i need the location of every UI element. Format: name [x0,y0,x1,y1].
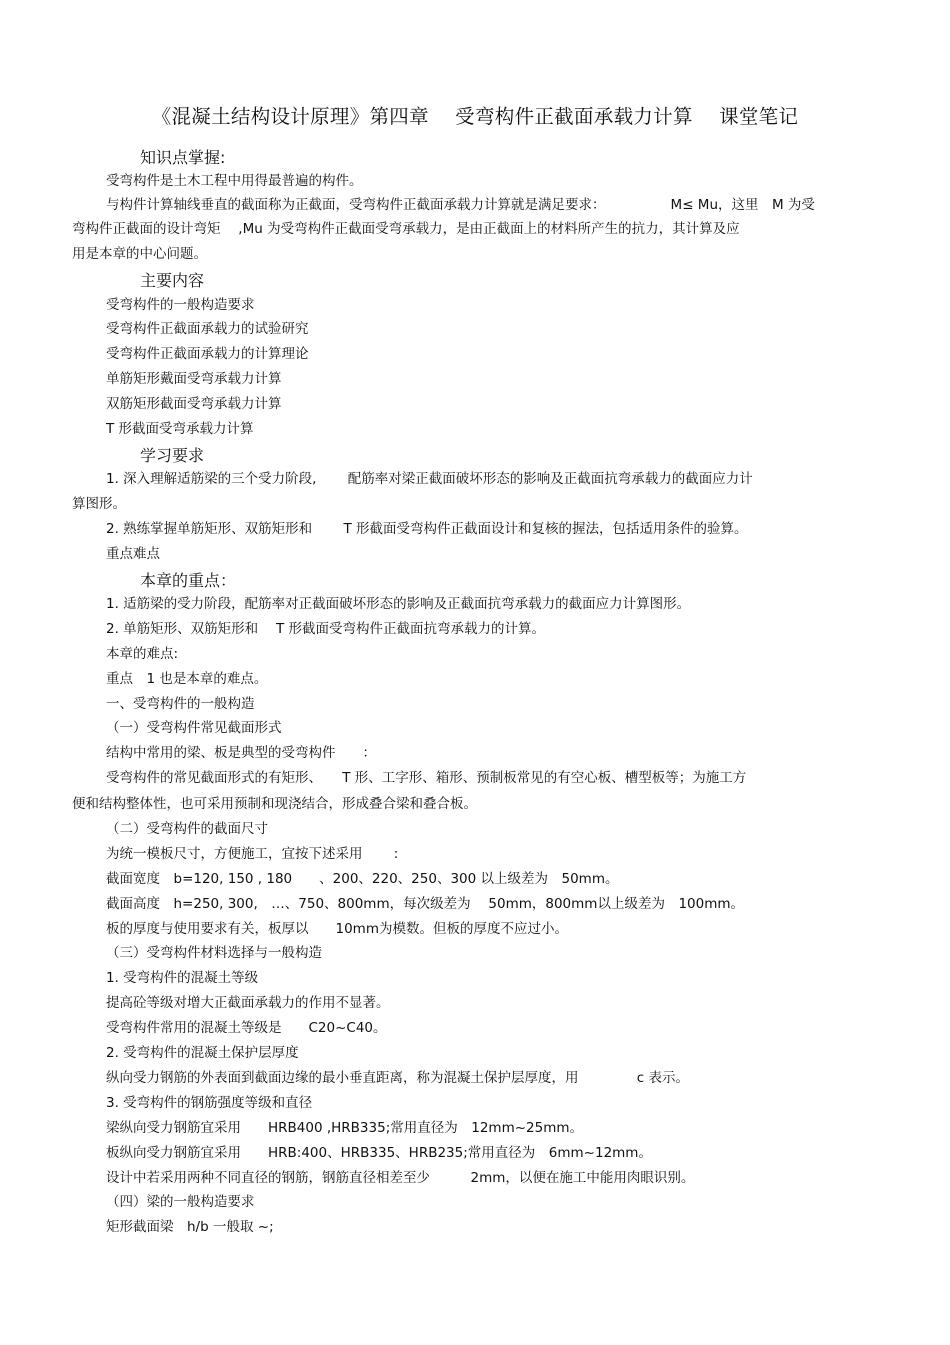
list-item: 单筋矩形戴面受弯承载力计算 [106,371,282,387]
text-line: 设计中若采用两种不同直径的钢筋，钢筋直径相差至少 2mm，以便在施工中能用肉眼识别。 [106,1170,695,1186]
text-line: 2. 受弯构件的混凝土保护层厚度 [106,1045,299,1061]
subsection-heading: （四）梁的一般构造要求 [106,1194,255,1210]
list-item: 双筋矩形截面受弯承载力计算 [106,396,282,412]
heading-learning-requirements: 学习要求 [140,446,205,465]
subsection-heading: （三）受弯构件材料选择与一般构造 [106,945,322,961]
text-line: 与构件计算轴线垂直的截面称为正截面，受弯构件正截面承载力计算就是满足要求： M≤ Mu，这里 M 为受 [106,197,815,213]
text-line: 受弯构件常用的混凝土等级是 C20~C40。 [106,1020,387,1036]
text-line: 1. 受弯构件的混凝土等级 [106,970,259,986]
text-line: 用是本章的中心问题。 [72,246,207,262]
list-item: 受弯构件的一般构造要求 [106,297,255,313]
heading-key-points: 本章的重点： [140,571,237,590]
text-line: 2. 单筋矩形、双筋矩形和 T 形截面受弯构件正截面抗弯承载力的计算。 [106,621,545,637]
text-line: 弯构件正截面的设计弯矩 ,Mu 为受弯构件正截面受弯承载力，是由正截面上的材料所产生的抗力，其计算及应 [72,221,740,237]
section-heading: 一、受弯构件的一般构造 [106,696,255,712]
page-title: 《混凝土结构设计原理》第四章 受弯构件正截面承载力计算 课堂笔记 [151,105,799,128]
text-line: 受弯构件是土木工程中用得最普遍的构件。 [106,173,363,189]
text-line: 截面高度 h=250, 300, …、750、800mm，每次级差为 50mm，800mm以上级差为 100mm。 [106,896,745,912]
list-item: 受弯构件正截面承载力的试验研究 [106,321,309,337]
text-line: 3. 受弯构件的钢筋强度等级和直径 [106,1095,313,1111]
text-line: 梁纵向受力钢筋宜采用 HRB400 ,HRB335;常用直径为 12mm~25mm。 [106,1120,584,1136]
text-line: 本章的难点: [106,646,179,662]
text-line: 为统一模板尺寸，方便施工，宜按下述采用 : [106,846,399,862]
text-line: 重点难点 [106,546,160,562]
subsection-heading: （一）受弯构件常见截面形式 [106,720,282,736]
text-line: 受弯构件的常见截面形式的有矩形、 T 形、工字形、箱形、预制板常见的有空心板、槽型板等；为施工方 [106,770,747,786]
text-line: 板纵向受力钢筋宜采用 HRB:400、HRB335、HRB235;常用直径为 6mm~12mm。 [106,1145,652,1161]
text-line: 矩形截面梁 h/b 一般取 ~; [106,1219,274,1235]
heading-main-content: 主要内容 [140,271,205,290]
list-item: T 形截面受弯承载力计算 [106,421,254,437]
text-line: 1. 适筋梁的受力阶段，配筋率对正截面破坏形态的影响及正截面抗弯承载力的截面应力计算图形。 [106,596,691,612]
text-line: 提高砼等级对增大正截面承载力的作用不显著。 [106,995,390,1011]
text-line: 截面宽度 b=120, 150 , 180 、200、220、250、300 以上级差为 50mm。 [106,871,619,887]
subsection-heading: （二）受弯构件的截面尺寸 [106,821,268,837]
text-line: 结构中常用的梁、板是典型的受弯构件 ： [106,745,376,761]
text-line: 板的厚度与使用要求有关，板厚以 10mm为模数。但板的厚度不应过小。 [106,921,568,937]
text-line: 1. 深入理解适筋梁的三个受力阶段, 配筋率对梁正截面破坏形态的影响及正截面抗弯承载力的截面应力计 [106,471,753,487]
text-line: 2. 熟练掌握单筋矩形、双筋矩形和 T 形截面受弯构件正截面设计和复核的握法，包括适用条件的验算。 [106,521,748,537]
text-line: 重点 1 也是本章的难点。 [106,671,268,687]
text-line: 算图形。 [72,496,126,512]
text-line: 便和结构整体性，也可采用预制和现浇结合，形成叠合梁和叠合板。 [72,796,477,812]
heading-knowledge-points: 知识点掌握: [140,148,226,167]
text-line: 纵向受力钢筋的外表面到截面边缘的最小垂直距离，称为混凝土保护层厚度，用 c 表示。 [106,1070,690,1086]
list-item: 受弯构件正截面承载力的计算理论 [106,346,309,362]
